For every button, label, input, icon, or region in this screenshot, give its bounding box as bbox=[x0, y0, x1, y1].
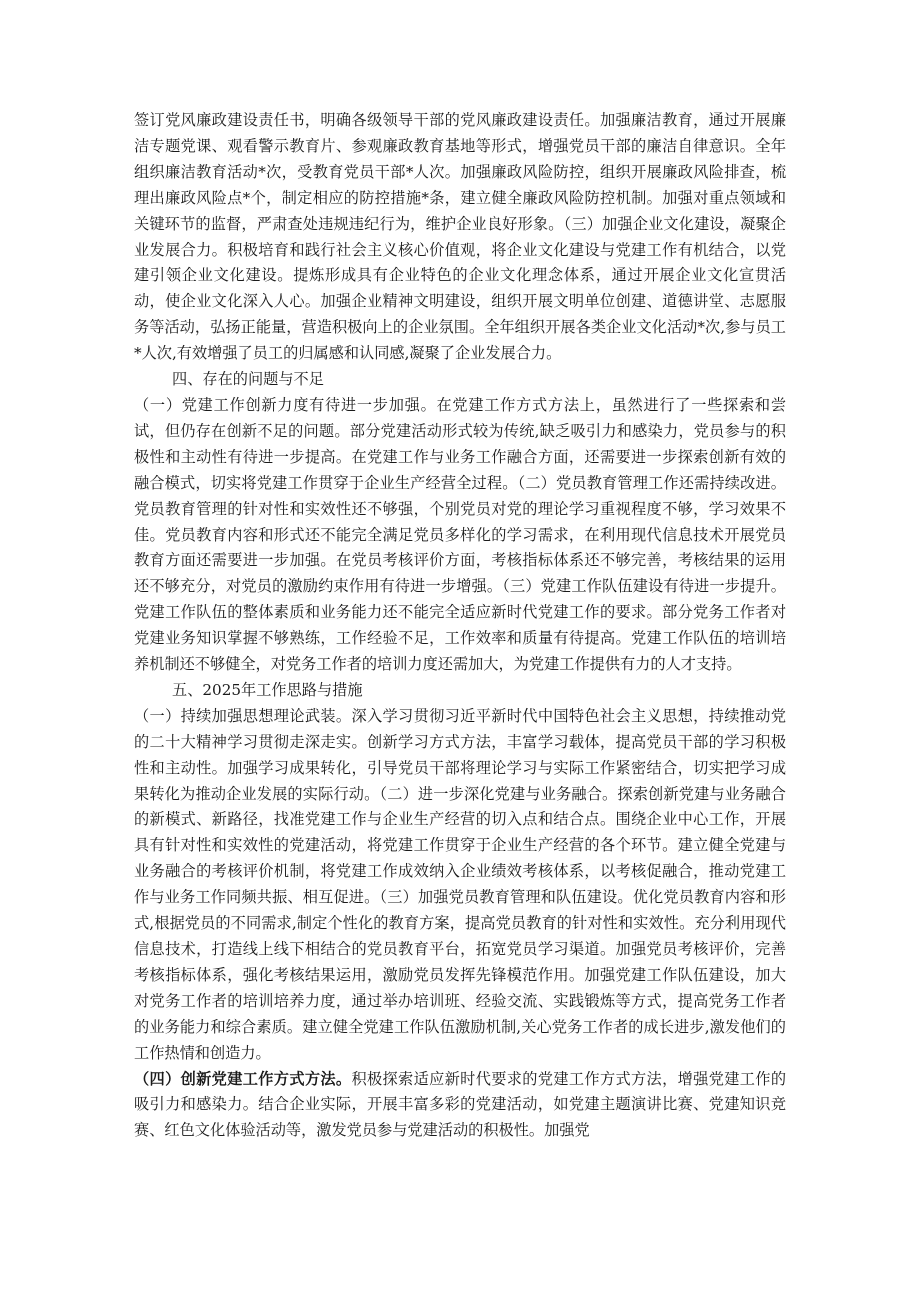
paragraph-problems: （一）党建工作创新力度有待进一步加强。在党建工作方式方法上，虽然进行了一些探索和尝试，但仍存在创新不足的问题。部分党建活动形式较为传统,缺乏吸引力和感染力，党员参与的积极性和主动性有待进一步提高。在党建工作与业务工作融合方面，还需要进一步探索创新有效的融合模式，切实将党建工作贯穿于企业生产经营全过程。（二）党员教育管理工作还需持续改进。党员教育管理的针对性和实效性还不够强，个别党员对党的理论学习重视程度不够，学习效果不佳。党员教育内容和形式还不能完全满足党员多样化的学习需求，在利用现代信息技术开展党员教育方面还需要进一步加强。在党员考核评价方面，考核指标体系还不够完善，考核结果的运用还不够充分，对党员的激励约束作用有待进一步增强。（三）党建工作队伍建设有待进一步提升。党建工作队伍的整体素质和业务能力还不能完全适应新时代党建工作的要求。部分党务工作者对党建业务知识掌握不够熟练，工作经验不足，工作效率和质量有待提高。党建工作队伍的培训培养机制还不够健全，对党务工作者的培训力度还需加大，为党建工作提供有力的人才支持。 bbox=[134, 395, 786, 674]
section-heading-problems: 四、存在的问题与不足 bbox=[172, 370, 324, 389]
document-body bbox=[134, 108, 786, 1144]
section-heading-2025-plan: 五、2025年工作思路与措施 bbox=[172, 680, 363, 699]
paragraph-innovation-body: 积极探索适应新时代要求的党建工作方式方法，增强党建工作的吸引力和感染力。结合企业实际，开展丰富多彩的党建活动，如党建主题演讲比赛、党建知识竞赛、红色文化体验活动等，激发党员参与党建活动的积极性。加强党 bbox=[134, 1069, 787, 1140]
paragraph-innovation bbox=[134, 1067, 786, 1145]
paragraph-lead-bold: （四）创新党建工作方式方法。 bbox=[134, 1069, 352, 1088]
paragraph-2025-plan: （一）持续加强思想理论武装。深入学习贯彻习近平新时代中国特色社会主义思想，持续推动党的二十大精神学习贯彻走深走实。创新学习方式方法，丰富学习载体，提高党员干部的学习积极性和主动性。加强学习成果转化，引导党员干部将理论学习与实际工作紧密结合，切实把学习成果转化为推动企业发展的实际行动。（二）进一步深化党建与业务融合。探索创新党建与业务融合的新模式、新路径，找准党建工作与企业生产经营的切入点和结合点。围绕企业中心工作，开展具有针对性和实效性的党建活动，将党建工作贯穿于企业生产经营的各个环节。建立健全党建与业务融合的考核评价机制，将党建工作成效纳入企业绩效考核体系，以考核促融合，推动党建工作与业务工作同频共振、相互促进。（三）加强党员教育管理和队伍建设。优化党员教育内容和形式,根据党员的不同需求,制定个性化的教育方案，提高党员教育的针对性和实效性。充分利用现代信息技术，打造线上线下相结合的党员教育平台，拓宽党员学习渠道。加强党员考核评价，完善考核指标体系，强化考核结果运用，激励党员发挥先锋模范作用。加强党建工作队伍建设，加大对党务工作者的培训培养力度，通过举办培训班、经验交流、实践锻炼等方式，提高党务工作者的业务能力和综合素质。建立健全党建工作队伍激励机制,关心党务工作者的成长进步,激发他们的工作热情和创造力。 bbox=[134, 706, 786, 1062]
paragraph-integrity-culture: 签订党风廉政建设责任书，明确各级领导干部的党风廉政建设责任。加强廉洁教育，通过开展廉洁专题党课、观看警示教育片、参观廉政教育基地等形式，增强党员干部的廉洁自律意识。全年组织廉洁教育活动*次，受教育党员干部*人次。加强廉政风险防控，组织开展廉政风险排查，梳理出廉政风险点*个，制定相应的防控措施*条，建立健全廉政风险防控机制。加强对重点领域和关键环节的监督，严肃查处违规违纪行为，维护企业良好形象。（三）加强企业文化建设，凝聚企业发展合力。积极培育和践行社会主义核心价值观，将企业文化建设与党建工作有机结合，以党建引领企业文化建设。提炼形成具有企业特色的企业文化理念体系，通过开展企业文化宣贯活动，使企业文化深入人心。加强企业精神文明建设，组织开展文明单位创建、道德讲堂、志愿服务等活动，弘扬正能量，营造积极向上的企业氛围。全年组织开展各类企业文化活动*次,参与员工*人次,有效增强了员工的归属感和认同感,凝聚了企业发展合力。 bbox=[134, 111, 786, 363]
